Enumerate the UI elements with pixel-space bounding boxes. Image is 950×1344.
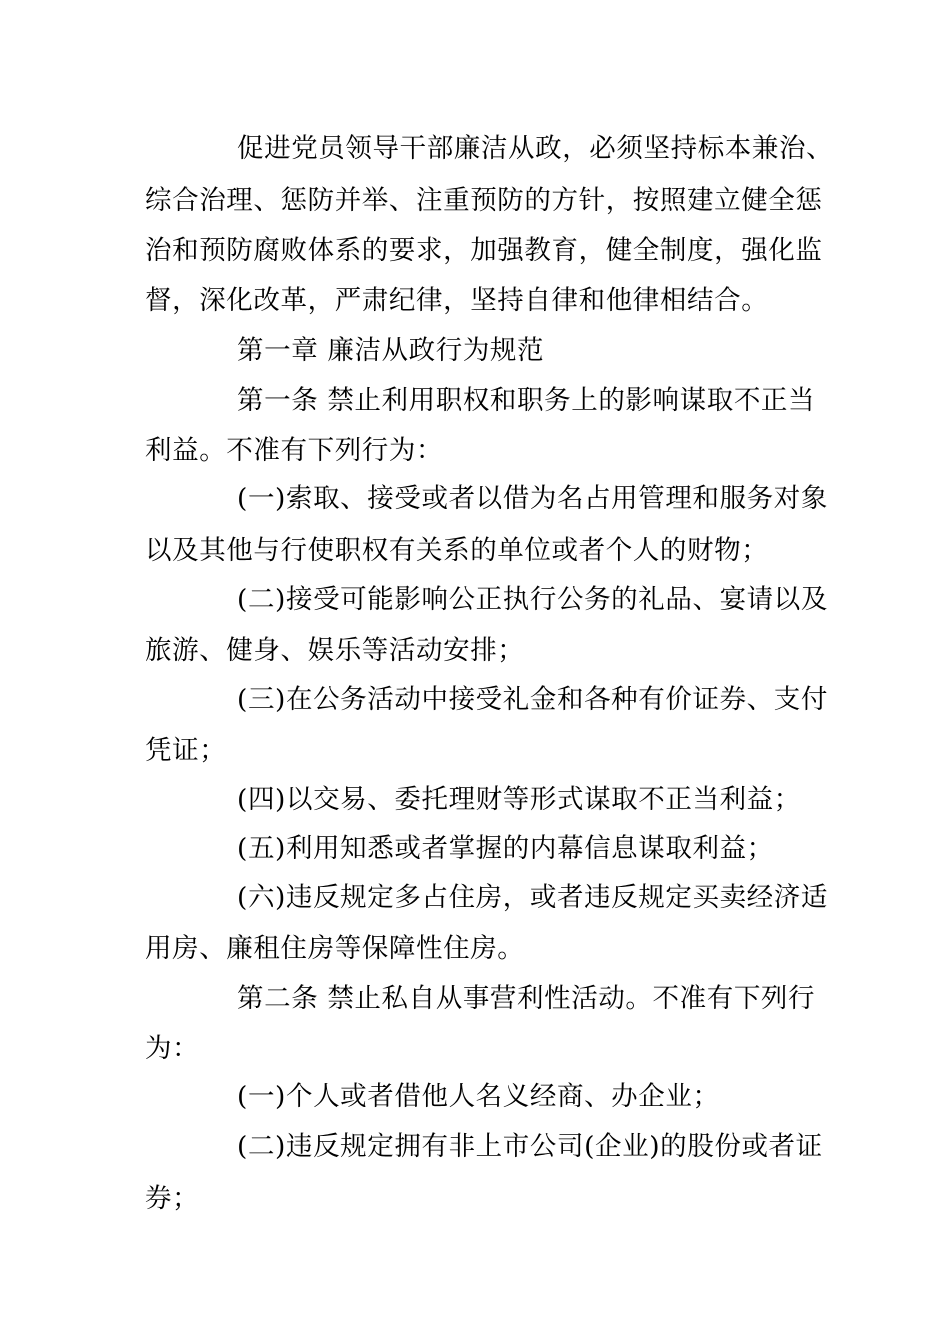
intro-line-1: 促进党员领导干部廉洁从政，必须坚持标本兼治、 xyxy=(237,133,834,164)
article-1-item-6-line-2: 用房、廉租住房等保障性住房。 xyxy=(145,933,525,964)
article-1-item-2-line-2: 旅游、健身、娱乐等活动安排； xyxy=(145,635,525,666)
article-1-item-1-line-1: (一)索取、接受或者以借为名占用管理和服务对象 xyxy=(237,483,828,514)
article-1-item-3-line-2: 凭证； xyxy=(145,735,227,766)
article-2-item-2-line-1: (二)违反规定拥有非上市公司(企业)的股份或者证 xyxy=(237,1131,823,1162)
article-1-line-1: 第一条 禁止利用职权和职务上的影响谋取不正当 xyxy=(237,385,816,416)
intro-line-2: 综合治理、惩防并举、注重预防的方针，按照建立健全惩 xyxy=(145,185,823,216)
chapter-title: 第一章 廉洁从政行为规范 xyxy=(237,335,545,366)
article-1-line-2: 利益。不准有下列行为： xyxy=(145,435,444,466)
article-1-item-4-line-1: (四)以交易、委托理财等形式谋取不正当利益； xyxy=(237,784,801,815)
article-2-item-1-line-1: (一)个人或者借他人名义经商、办企业； xyxy=(237,1081,720,1112)
article-1-item-2-line-1: (二)接受可能影响公正执行公务的礼品、宴请以及 xyxy=(237,584,828,615)
article-1-item-5-line-1: (五)利用知悉或者掌握的内幕信息谋取利益； xyxy=(237,833,774,864)
article-2-line-2: 为： xyxy=(145,1033,200,1064)
article-2-line-1: 第二条 禁止私自从事营利性活动。不准有下列行 xyxy=(237,983,816,1014)
article-2-item-2-line-2: 券； xyxy=(145,1183,200,1214)
article-1-item-3-line-1: (三)在公务活动中接受礼金和各种有价证券、支付 xyxy=(237,684,828,715)
article-1-item-1-line-2: 以及其他与行使职权有关系的单位或者个人的财物； xyxy=(145,535,769,566)
intro-line-3: 治和预防腐败体系的要求，加强教育，健全制度，强化监 xyxy=(145,235,823,266)
article-1-item-6-line-1: (六)违反规定多占住房，或者违反规定买卖经济适 xyxy=(237,882,828,913)
intro-line-4: 督，深化改革，严肃纪律，坚持自律和他律相结合。 xyxy=(145,285,769,316)
